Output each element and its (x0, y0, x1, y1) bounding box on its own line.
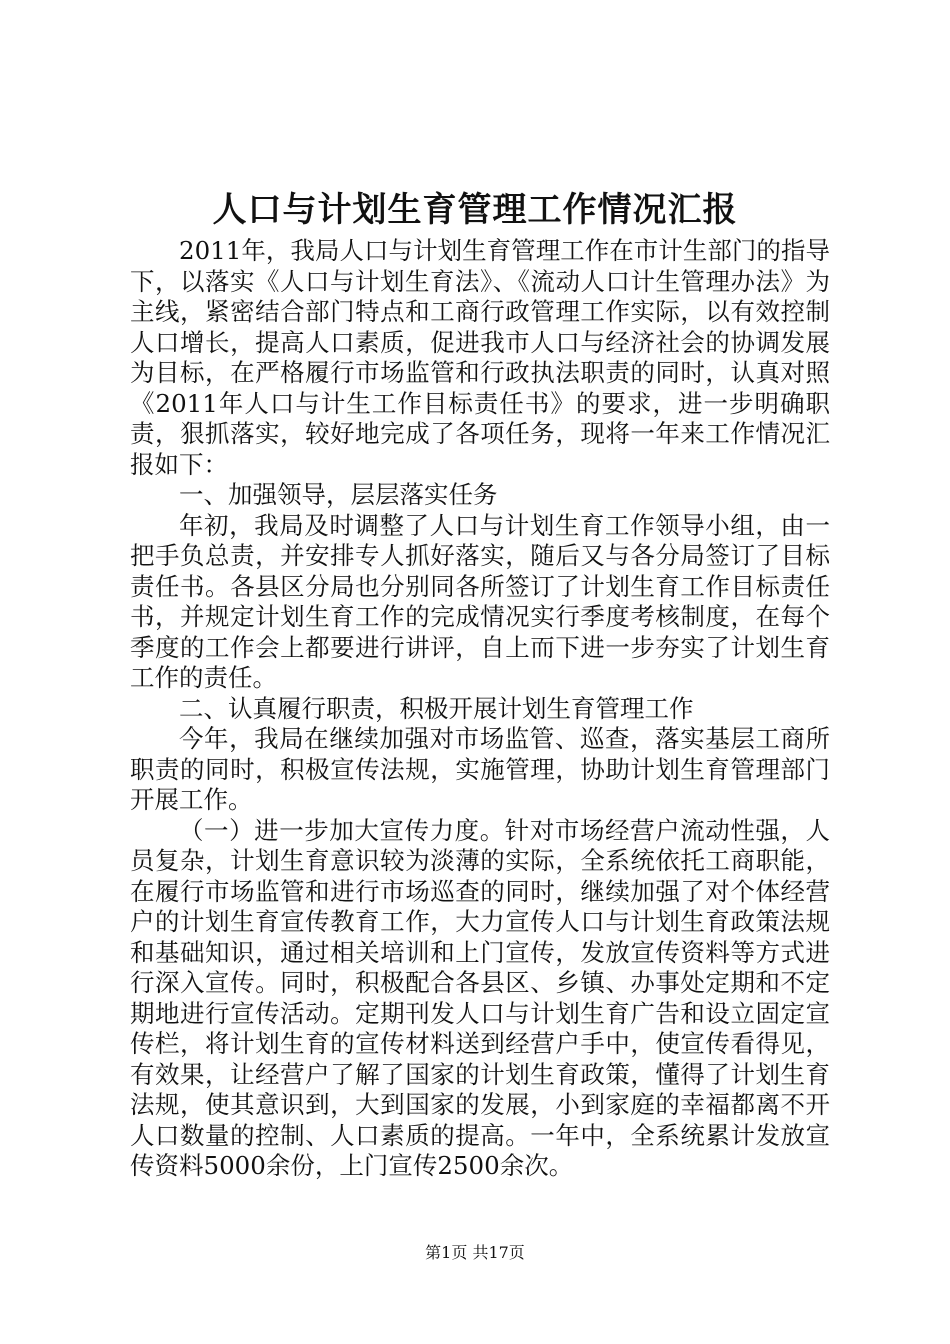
section-heading-2: 二、认真履行职责，积极开展计划生育管理工作 (179, 693, 694, 723)
subsection-1-paragraph: （一）进一步加大宣传力度。针对市场经营户流动性强，人员复杂，计划生育意识较为淡薄的实际，全系统依托工商职能，在履行市场监管和进行市场巡查的同时，继续加强了对个体经营户的计划生育宣传教育工作，大力宣传人口与计划生育政策法规和基础知识，通过相关培训和上门宣传，发放宣传资料等方式进行深入宣传。同时，积极配合各县区、乡镇、办事处定期和不定期地进行宣传活动。定期刊发人口与计划生育广告和设立固定宣传栏，将计划生育的宣传材料送到经营户手中，使宣传看得见，有效果，让经营户了解了国家的计划生育政策，懂得了计划生育法规，使其意识到，大到国家的发展，小到家庭的幸福都离不开人口数量的控制、人口素质的提高。一年中，全系统累计发放宣传资料5000余份，上门宣传2500余次。 (130, 815, 830, 1180)
intro-paragraph: 2011年，我局人口与计划生育管理工作在市计生部门的指导下，以落实《人口与计划生育法》、《流动人口计生管理办法》为主线，紧密结合部门特点和工商行政管理工作实际，以有效控制人口增长，提高人口素质，促进我市人口与经济社会的协调发展为目标，在严格履行市场监管和行政执法职责的同时，认真对照《2011年人口与计生工作目标责任书》的要求，进一步明确职责，狠抓落实，较好地完成了各项任务，现将一年来工作情况汇报如下： (130, 236, 830, 479)
document-title: 人口与计划生育管理工作情况汇报 (212, 190, 738, 230)
section-2-paragraph: 今年，我局在继续加强对市场监管、巡查，落实基层工商所职责的同时，积极宣传法规，实施管理，协助计划生育管理部门开展工作。 (130, 724, 830, 814)
section-1-paragraph: 年初，我局及时调整了人口与计划生育工作领导小组，由一把手负总责，并安排专人抓好落实，随后又与各分局签订了目标责任书。各县区分局也分别同各所签订了计划生育工作目标责任书，并规定计划生育工作的完成情况实行季度考核制度，在每个季度的工作会上都要进行讲评，自上而下进一步夯实了计划生育工作的责任。 (130, 510, 830, 692)
section-heading-1: 一、加强领导，层层落实任务 (179, 480, 498, 509)
page-number-footer: 第1页 共17页 (425, 1243, 525, 1262)
document-body (130, 236, 830, 1182)
